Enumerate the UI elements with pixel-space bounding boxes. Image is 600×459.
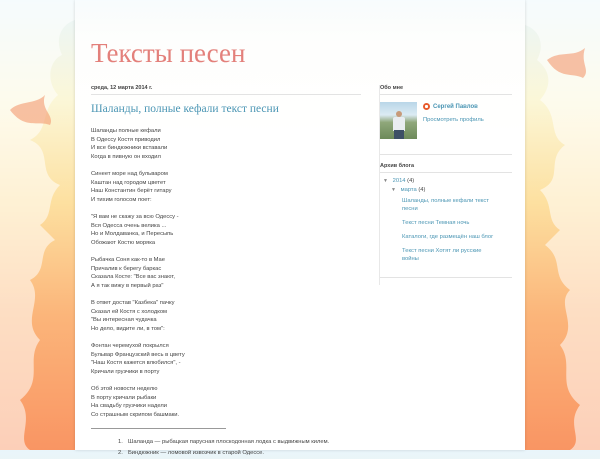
main-column	[91, 85, 361, 459]
lyrics-line: На свадьбу грузчики надели	[91, 403, 168, 409]
archive-year-link[interactable]: 2014	[392, 178, 406, 184]
lyrics-line: Вся Одесса очень велика ...	[91, 222, 167, 229]
footnote-text: Шаланда — рыбацкая парусная плоскодонная лодка с выдвижным килем.	[128, 439, 330, 445]
post-title[interactable]: Шаланды, полные кефали текст песни	[91, 103, 279, 115]
archive-post-link[interactable]: Каталоги, где размещён наш блог	[402, 234, 494, 240]
lyrics-line: Но дело, видите ли, в том":	[91, 325, 165, 332]
post-date: среда, 12 марта 2014 г.	[91, 85, 361, 95]
blog-page	[75, 0, 525, 456]
archive-year-row	[380, 177, 510, 186]
lyrics-line: В ответ достав "Казбека" пачку	[91, 300, 175, 306]
archive-year-count: (4)	[407, 178, 415, 184]
lyrics-line: А я так вижу в первый раз"	[91, 282, 164, 289]
blog-archive	[380, 177, 510, 263]
footnote-number: 2.	[118, 450, 123, 456]
left-decoration	[0, 0, 75, 450]
lyrics-line: Сказала Косте: "Все вас знают,	[91, 274, 175, 280]
lyrics-stanza	[91, 213, 361, 247]
lyrics-line: "Наш Костя кажется влюбился", -	[91, 360, 181, 366]
archive-month-link[interactable]: марта	[400, 187, 417, 193]
lyrics-line: Причалив к берегу баркас	[91, 265, 162, 272]
footnote-divider	[91, 428, 226, 429]
lyrics-stanza	[91, 342, 361, 376]
lyrics-stanza	[91, 256, 361, 290]
lyrics-line: Каштан над городом цветет	[91, 179, 166, 186]
lyrics-line: "Вы интересная чудачка	[91, 317, 157, 323]
profile-name-row	[423, 103, 478, 110]
archive-month-row	[380, 186, 510, 195]
lyrics-stanza	[91, 170, 361, 204]
profile-photo[interactable]	[380, 102, 417, 139]
lyrics-line: В Одессу Костя приводил	[91, 136, 161, 143]
archive-posts-list	[380, 197, 510, 263]
post-body	[91, 127, 361, 419]
lyrics-stanza	[91, 385, 361, 419]
lyrics-line: Когда в пивную он входил	[91, 153, 161, 160]
lyrics-line: Со страшным скрипом башмаки.	[91, 411, 180, 418]
view-profile-link[interactable]: Просмотреть профиль	[423, 117, 484, 123]
lyrics-line: Об этой новости неделю	[91, 386, 158, 392]
lyrics-line: "Я вам не скажу за всю Одессу -	[91, 214, 179, 220]
footnote-number: 1.	[118, 439, 123, 445]
lyrics-line: Фонтан черемухой покрылся	[91, 343, 169, 349]
about-widget-title: Обо мне	[380, 85, 512, 95]
triangle-down-icon[interactable]: ▼	[383, 178, 388, 184]
footnote-item	[118, 437, 361, 448]
lyrics-line: Рыбачка Соня как-то в Мае	[91, 257, 166, 263]
lyrics-line: Наш Константин берёт гитару	[91, 188, 172, 194]
profile-name-link[interactable]: Сергей Павлов	[433, 103, 478, 110]
triangle-down-icon[interactable]: ▼	[391, 187, 396, 193]
blogger-icon	[423, 103, 430, 110]
sidebar-divider	[380, 154, 512, 155]
about-widget	[380, 102, 510, 140]
lyrics-line: И тихим голосом поет:	[91, 196, 152, 203]
lyrics-line: Кричали грузчики в порту	[91, 368, 160, 375]
footnote-text: Биндюжник — ломовой извозчик в старой Одессе.	[128, 450, 265, 456]
sidebar	[379, 85, 510, 285]
lyrics-line: Но и Молдаванка, и Пересыпь	[91, 231, 174, 237]
lyrics-line: Сказал ей Костя с холодком	[91, 308, 168, 315]
archive-widget-title: Архив блога	[380, 163, 512, 173]
footnotes-list	[91, 437, 361, 459]
archive-post-link[interactable]: Шаланды, полные кефали текст песни	[402, 198, 489, 212]
footnote-item	[118, 448, 361, 459]
lyrics-line: Шаланды полные кефали	[91, 128, 161, 134]
archive-month-count: (4)	[418, 187, 426, 193]
archive-post-link[interactable]: Текст песни Хотят ли русские войны	[402, 248, 482, 262]
lyrics-line: В порту кричали рыбаки	[91, 394, 157, 401]
lyrics-stanza	[91, 299, 361, 333]
lyrics-line: Обожают Костю моряка	[91, 239, 156, 246]
lyrics-line: И все биндюжники вставали	[91, 145, 168, 151]
right-decoration	[525, 0, 600, 450]
lyrics-line: Синеет море над бульваром	[91, 171, 168, 177]
lyrics-stanza	[91, 127, 361, 161]
sidebar-bottom-divider	[380, 277, 512, 278]
lyrics-line: Бульвар Французский весь в цвету	[91, 351, 185, 358]
archive-post-link[interactable]: Текст песни Темная ночь	[402, 220, 470, 226]
blog-title[interactable]: Тексты песен	[91, 38, 246, 68]
